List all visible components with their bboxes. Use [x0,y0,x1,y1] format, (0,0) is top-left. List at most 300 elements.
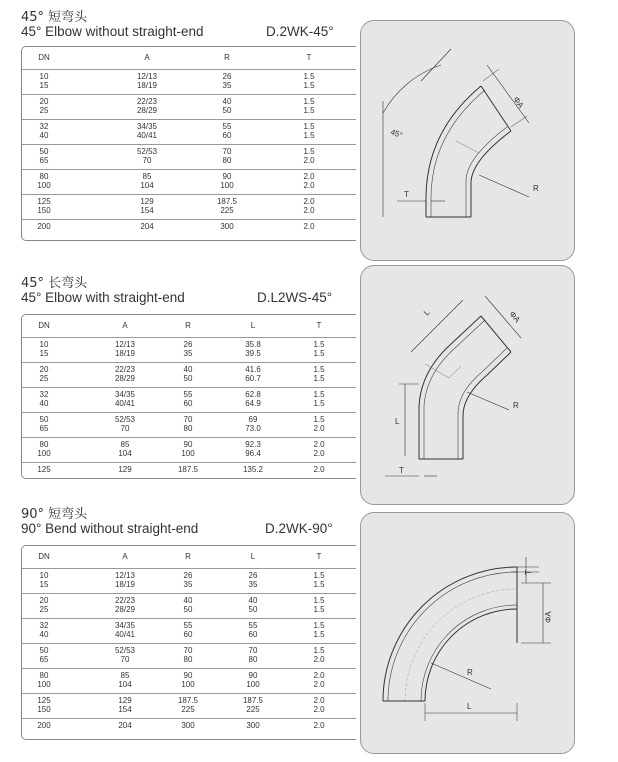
cell-value: 40 [183,596,193,605]
cell-value: 1.5 [313,340,325,349]
table-cell [24,222,64,231]
table-cell [294,465,344,474]
cell-value: 2.0 [303,181,315,190]
column-header: T [316,552,322,561]
column-header: A [122,321,128,330]
cell-value: 80 [248,655,258,664]
cell-value: 70 [142,156,152,165]
column-header: R [185,552,191,561]
table-cell [294,415,344,433]
cell-value: 154 [118,705,132,714]
cell-value: 35 [222,81,232,90]
cell-value: 225 [220,206,234,215]
cell-value: 129 [118,696,132,705]
cell-value: 80 [183,424,193,433]
cell-value: 69 [248,415,258,424]
row-divider [22,693,356,694]
row-divider [22,94,356,95]
cell-value: 28/29 [136,106,158,115]
cell-value: 200 [37,222,51,231]
table-cell [294,646,344,664]
table-cell [112,222,182,231]
table-cell [112,147,182,165]
cell-value: 39.5 [245,349,261,358]
table-cell [220,571,286,589]
row-divider [22,219,356,220]
row-divider [22,437,356,438]
cell-value: 70 [120,424,130,433]
cell-value: 15 [39,81,49,90]
product-code: D.2WK-45° [266,24,334,39]
column-header: L [250,552,256,561]
t-label: T [524,570,533,575]
cell-value: 55 [183,390,193,399]
cell-value: 150 [37,705,51,714]
cell-value: 200 [37,721,51,730]
cell-value: 85 [120,671,130,680]
table-row-group [22,571,356,589]
table-cell [24,147,64,165]
table-cell [284,197,334,215]
table-cell [24,440,64,458]
cell-value: 32 [39,390,49,399]
product-code: D.L2WS-45° [257,290,333,305]
row-divider [22,69,356,70]
cell-value: 12/13 [114,571,136,580]
table-cell [24,340,64,358]
table-cell [112,97,182,115]
table-cell [220,415,286,433]
row-divider [22,618,356,619]
cell-value: 35 [183,349,193,358]
table-cell [160,440,216,458]
table-cell [294,390,344,408]
table-cell [90,365,160,383]
table-row-group [22,340,356,358]
cell-value: 1.5 [303,106,315,115]
table-cell [112,122,182,140]
table-header [22,552,356,564]
table-cell [24,365,64,383]
table-cell [160,696,216,714]
cell-value: 40 [39,630,49,639]
table-row-group [22,72,356,90]
table-cell [112,172,182,190]
cell-value: 2.0 [313,465,325,474]
table-cell [160,571,216,589]
cell-value: 80 [39,671,49,680]
table-cell [160,721,216,730]
table-cell [24,122,64,140]
cell-value: 300 [181,721,195,730]
cell-value: 40/41 [136,131,158,140]
row-divider [22,119,356,120]
cell-value: 92.3 [245,440,261,449]
table-cell [90,621,160,639]
cell-value: 104 [140,181,154,190]
l-top-label: L [422,307,432,318]
table-cell [160,340,216,358]
table-cell [220,465,286,474]
cell-value: 1.5 [303,147,315,156]
cell-value: 1.5 [303,122,315,131]
table-cell [294,671,344,689]
table-cell [294,340,344,358]
cell-value: 50 [39,147,49,156]
table-cell [220,721,286,730]
table-cell [90,440,160,458]
cell-value: 41.6 [245,365,261,374]
table-cell [198,172,256,190]
cell-value: 2.0 [303,156,315,165]
table-cell [294,596,344,614]
row-divider [22,144,356,145]
table-cell [24,596,64,614]
table-cell [284,122,334,140]
table-cell [294,721,344,730]
table-row-group [22,465,356,474]
cell-value: 12/13 [136,72,158,81]
table-cell [24,172,64,190]
table-cell [90,646,160,664]
column-header: R [224,53,230,62]
cell-value: 100 [246,680,260,689]
table-cell [284,147,334,165]
cell-value: 187.5 [177,696,199,705]
table-cell [90,571,160,589]
cell-value: 1.5 [313,605,325,614]
cell-value: 129 [140,197,154,206]
cell-value: 20 [39,97,49,106]
cell-value: 25 [39,374,49,383]
table-cell [284,172,334,190]
table-cell [294,440,344,458]
cell-value: 60.7 [245,374,261,383]
spec-table [21,46,356,241]
table-cell [160,415,216,433]
cell-value: 18/19 [114,349,136,358]
diagram-panel [360,512,575,754]
l-label: L [467,702,472,711]
table-cell [160,390,216,408]
cell-value: 100 [37,680,51,689]
cell-value: 26 [183,571,193,580]
table-cell [90,415,160,433]
cell-value: 34/35 [114,621,136,630]
cell-value: 64.9 [245,399,261,408]
table-cell [24,415,64,433]
column-header: A [144,53,150,62]
cell-value: 25 [39,605,49,614]
table-row-group [22,365,356,383]
cell-value: 300 [246,721,260,730]
diagram-panel [360,265,575,505]
cell-value: 2.0 [313,655,325,664]
bend-90-drawing [361,513,574,753]
table-cell [198,97,256,115]
cell-value: 40 [248,596,258,605]
table-cell [220,340,286,358]
table-cell [294,365,344,383]
cell-value: 65 [39,424,49,433]
cell-value: 104 [118,680,132,689]
cell-value: 129 [118,465,132,474]
table-cell [160,646,216,664]
cell-value: 60 [183,399,193,408]
cell-value: 73.0 [245,424,261,433]
cell-value: 22/23 [114,596,136,605]
elbow-45-straight-drawing [361,266,574,504]
cell-value: 55 [222,122,232,131]
table-cell [294,621,344,639]
cell-value: 20 [39,596,49,605]
column-header: T [316,321,322,330]
row-divider [22,362,356,363]
table-cell [220,671,286,689]
cell-value: 1.5 [313,365,325,374]
cell-value: 34/35 [114,390,136,399]
cell-value: 1.5 [313,630,325,639]
cell-value: 125 [37,696,51,705]
cell-value: 90 [183,440,193,449]
row-divider [22,387,356,388]
cell-value: 12/13 [114,340,136,349]
cell-value: 2.0 [303,222,315,231]
table-row-group [22,222,356,231]
cell-value: 225 [181,705,195,714]
cell-value: 80 [39,440,49,449]
table-cell [198,122,256,140]
cell-value: 1.5 [313,621,325,630]
cell-value: 10 [39,72,49,81]
table-cell [220,390,286,408]
cell-value: 2.0 [313,721,325,730]
table-cell [24,390,64,408]
cell-value: 22/23 [136,97,158,106]
column-header: DN [38,552,50,561]
table-cell [294,696,344,714]
table-cell [90,696,160,714]
cell-value: 60 [183,630,193,639]
cell-value: 18/19 [114,580,136,589]
cell-value: 55 [248,621,258,630]
cell-value: 50 [39,415,49,424]
cell-value: 225 [246,705,260,714]
row-divider [22,643,356,644]
cell-value: 2.0 [313,705,325,714]
cell-value: 15 [39,580,49,589]
cell-value: 40 [183,365,193,374]
cell-value: 22/23 [114,365,136,374]
cell-value: 50 [248,605,258,614]
cell-value: 204 [140,222,154,231]
l-side-label: L [395,417,400,426]
cell-value: 35 [248,580,258,589]
cell-value: 1.5 [313,580,325,589]
cell-value: 2.0 [303,172,315,181]
table-row-group [22,415,356,433]
cell-value: 187.5 [216,197,238,206]
table-row-group [22,696,356,714]
cell-value: 96.4 [245,449,261,458]
cell-value: 187.5 [242,696,264,705]
phi-a-label: ΦA [507,309,522,325]
table-cell [220,440,286,458]
cell-value: 26 [183,340,193,349]
cell-value: 40 [222,97,232,106]
cell-value: 1.5 [313,399,325,408]
cell-value: 20 [39,365,49,374]
section-title-cn: 45° 长弯头 [21,276,88,291]
cell-value: 10 [39,571,49,580]
cell-value: 2.0 [313,680,325,689]
cell-value: 1.5 [303,131,315,140]
table-row-group [22,197,356,215]
cell-value: 125 [37,465,51,474]
table-cell [24,97,64,115]
angle-label: 45° [389,127,404,141]
table-cell [220,365,286,383]
cell-value: 60 [248,630,258,639]
cell-value: 100 [220,181,234,190]
table-cell [160,621,216,639]
table-cell [220,596,286,614]
cell-value: 154 [140,206,154,215]
cell-value: 40 [39,399,49,408]
cell-value: 2.0 [313,671,325,680]
column-header: DN [38,53,50,62]
cell-value: 1.5 [313,349,325,358]
section-title-en: 45° Elbow with straight-end [21,290,185,305]
table-cell [198,222,256,231]
table-row-group [22,122,356,140]
cell-value: 90 [248,671,258,680]
table-cell [90,390,160,408]
phi-a-label: ΦA [511,94,526,110]
cell-value: 100 [181,680,195,689]
cell-value: 50 [183,605,193,614]
cell-value: 125 [37,197,51,206]
cell-value: 26 [222,72,232,81]
table-header [22,321,356,333]
cell-value: 2.0 [313,424,325,433]
table-cell [24,465,64,474]
cell-value: 70 [120,655,130,664]
column-header: DN [38,321,50,330]
table-row-group [22,97,356,115]
cell-value: 60 [222,131,232,140]
table-row-group [22,390,356,408]
table-cell [90,596,160,614]
cell-value: 65 [39,156,49,165]
cell-value: 55 [183,621,193,630]
cell-value: 15 [39,349,49,358]
table-row-group [22,671,356,689]
cell-value: 52/53 [114,415,136,424]
cell-value: 2.0 [313,449,325,458]
section-title-cn: 90° 短弯头 [21,507,88,522]
column-header: A [122,552,128,561]
cell-value: 50 [39,646,49,655]
table-cell [90,340,160,358]
elbow-45-drawing [361,21,574,260]
table-row-group [22,147,356,165]
table-cell [160,365,216,383]
cell-value: 1.5 [303,97,315,106]
table-cell [112,72,182,90]
column-header: T [306,53,312,62]
cell-value: 32 [39,122,49,131]
cell-value: 80 [222,156,232,165]
cell-value: 40 [39,131,49,140]
cell-value: 1.5 [313,415,325,424]
row-divider [22,337,356,338]
cell-value: 85 [142,172,152,181]
cell-value: 2.0 [303,197,315,206]
row-divider [22,718,356,719]
cell-value: 70 [248,646,258,655]
row-divider [22,668,356,669]
section-title-en: 90° Bend without straight-end [21,521,199,536]
table-cell [294,571,344,589]
cell-value: 50 [183,374,193,383]
cell-value: 100 [37,449,51,458]
cell-value: 52/53 [114,646,136,655]
cell-value: 1.5 [303,81,315,90]
table-row-group [22,621,356,639]
table-cell [90,721,160,730]
cell-value: 85 [120,440,130,449]
table-cell [220,646,286,664]
cell-value: 100 [181,449,195,458]
cell-value: 100 [37,181,51,190]
cell-value: 90 [222,172,232,181]
r-label: R [533,184,539,193]
cell-value: 1.5 [303,72,315,81]
cell-value: 1.5 [313,646,325,655]
spec-table [21,314,356,479]
cell-value: 1.5 [313,374,325,383]
table-cell [24,696,64,714]
cell-value: 65 [39,655,49,664]
table-cell [24,621,64,639]
cell-value: 135.2 [242,465,264,474]
cell-value: 26 [248,571,258,580]
table-cell [24,571,64,589]
diagram-panel [360,20,575,261]
table-cell [24,72,64,90]
table-row-group [22,172,356,190]
t-label: T [404,190,409,199]
table-header [22,53,356,65]
spec-table [21,545,356,740]
table-cell [284,222,334,231]
table-cell [24,197,64,215]
table-row-group [22,721,356,730]
row-divider [22,169,356,170]
cell-value: 35 [183,580,193,589]
section-title-en: 45° Elbow without straight-end [21,24,204,39]
cell-value: 2.0 [313,696,325,705]
cell-value: 1.5 [313,571,325,580]
cell-value: 70 [183,415,193,424]
cell-value: 187.5 [177,465,199,474]
section-title-cn: 45° 短弯头 [21,10,88,25]
t-label: T [399,466,404,475]
r-label: R [467,668,473,677]
table-row-group [22,646,356,664]
table-cell [160,596,216,614]
